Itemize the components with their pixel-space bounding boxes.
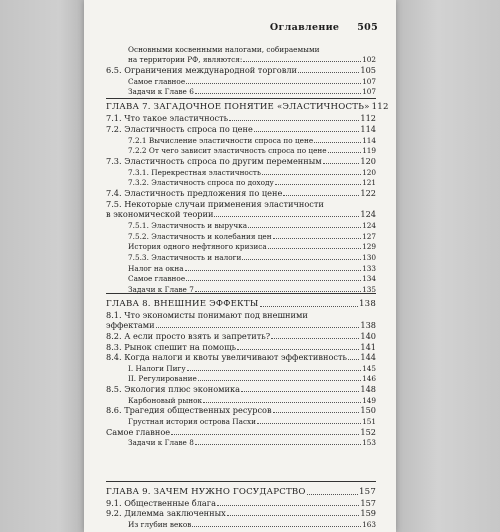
- toc-entry-page: 107: [362, 77, 376, 86]
- dot-leader: [186, 77, 361, 84]
- dot-leader: [268, 242, 361, 249]
- toc-entry-page: 119: [362, 146, 376, 155]
- dot-leader: [198, 374, 361, 381]
- dot-leader: [214, 210, 359, 217]
- toc-entry: [128, 242, 376, 251]
- toc-entry: [128, 520, 376, 529]
- toc-entry: [106, 499, 376, 508]
- facing-page-edge: [0, 0, 84, 532]
- toc-entry-page: 107: [362, 87, 376, 96]
- toc-entry-page: 159: [360, 508, 376, 518]
- toc-entry-title: I. Налоги Пигу: [128, 364, 186, 373]
- toc-entry: [128, 374, 376, 383]
- toc-entry-page: 122: [360, 188, 376, 198]
- dot-leader: [257, 417, 361, 424]
- toc-entry-page: 163: [362, 520, 376, 529]
- dot-leader: [323, 157, 360, 164]
- dot-leader: [298, 66, 359, 73]
- toc-entry-title: Задачи к Главе 8: [128, 438, 194, 447]
- dot-leader: [243, 55, 361, 62]
- toc-entry-title: ГЛАВА 7. ЗАГАДОЧНОЕ ПОНЯТИЕ «ЭЛАСТИЧНОСТЬ»: [106, 102, 370, 112]
- dot-leader: [242, 253, 361, 260]
- toc-entry: [128, 274, 376, 283]
- toc-entry-page: 114: [362, 136, 376, 145]
- toc-entry-title: 7.2.2 От чего зависит эластичность спроса по цене: [128, 146, 327, 155]
- dot-leader: [217, 499, 359, 506]
- toc-entry-page: 148: [360, 384, 376, 394]
- dot-leader: [260, 300, 358, 307]
- dot-leader: [328, 146, 361, 153]
- toc-entry-title: II. Регулирование: [128, 374, 197, 383]
- toc-entry-page: 112: [360, 113, 376, 123]
- toc-entry: [128, 364, 376, 373]
- toc-entry-page: 105: [360, 65, 376, 75]
- section-divider: [106, 293, 376, 294]
- toc-entry-title: Самое главное: [128, 77, 186, 86]
- toc-entry-title: 7.5.1. Эластичность и выручка: [128, 221, 248, 230]
- toc-entry-page: 151: [362, 417, 376, 426]
- toc-entry-title: 7.4. Эластичность предложения по цене: [106, 188, 283, 198]
- toc-entry-title: 7.2. Эластичность спроса по цене: [106, 124, 253, 134]
- dot-leader: [283, 189, 359, 196]
- running-header: [84, 22, 378, 33]
- toc-entry-title: 8.3. Рынок спешит на помощь: [106, 342, 237, 352]
- toc-entry: [106, 488, 376, 497]
- toc-entry-title: 8.1. Что экономисты понимают под внешними: [106, 310, 308, 320]
- dot-leader: [192, 520, 361, 527]
- toc-entry-page: 121: [362, 178, 376, 187]
- toc-entry-title: 7.5.3. Эластичность и налоги: [128, 253, 242, 262]
- toc-entry-page: 124: [362, 221, 376, 230]
- toc-entry-page: 150: [360, 405, 376, 415]
- dot-leader: [186, 274, 361, 281]
- dot-leader: [187, 364, 361, 371]
- toc-entry-page: 157: [360, 498, 376, 508]
- toc-entry-title: ГЛАВА 9. ЗАЧЕМ НУЖНО ГОСУДАРСТВО: [106, 487, 306, 497]
- toc-entry-page: 141: [360, 342, 376, 352]
- dot-leader: [195, 285, 361, 292]
- toc-entry: [128, 264, 376, 273]
- toc-entry-title: Самое главное: [128, 274, 186, 283]
- toc-entry-title: 7.5.2. Эластичность и колебания цен: [128, 232, 272, 241]
- toc-entry-title: 8.4. Когда налоги и квоты увеличивают эффективность: [106, 352, 347, 362]
- toc-entry-page: 152: [360, 427, 376, 437]
- toc-entry: [128, 253, 376, 262]
- toc-entry: [128, 168, 376, 177]
- toc-entry-page: 149: [362, 396, 376, 405]
- dot-leader: [195, 87, 361, 94]
- toc-entry: [106, 428, 376, 437]
- toc-entry-title: Задачи к Главе 7: [128, 285, 194, 294]
- toc-entry: [106, 332, 376, 341]
- toc-entry-title: 9.2. Дилемма заключенных: [106, 508, 226, 518]
- toc-entry-page: 120: [362, 168, 376, 177]
- toc-entry: [106, 321, 376, 330]
- dot-leader: [314, 136, 361, 143]
- dot-leader: [229, 114, 359, 121]
- toc-entry: [106, 343, 376, 352]
- dot-leader: [275, 178, 361, 185]
- toc-entry: [106, 311, 376, 320]
- toc-entry-page: 135: [362, 285, 376, 294]
- toc-entry-title: 8.2. А если просто взять и запретить?: [106, 331, 271, 341]
- toc-entry: [128, 178, 376, 187]
- toc-entry-title: Самое главное: [106, 427, 171, 437]
- dot-leader: [227, 509, 360, 516]
- toc-entry-title: 7.1. Что такое эластичность: [106, 113, 229, 123]
- dot-leader: [185, 264, 361, 271]
- toc-entry-page: 134: [362, 274, 376, 283]
- toc-entry-title: ГЛАВА 8. ВНЕШНИЕ ЭФФЕКТЫ: [106, 299, 259, 309]
- toc-entry: [128, 136, 376, 145]
- toc-entry: [128, 417, 376, 426]
- toc-entry: [128, 232, 376, 241]
- toc-entry: [128, 396, 376, 405]
- dot-leader: [195, 438, 361, 445]
- toc-entry: [106, 66, 376, 75]
- dot-leader: [348, 353, 359, 360]
- dot-leader: [156, 321, 360, 328]
- toc-entry-title: 8.6. Трагедия общественных ресурсов: [106, 405, 272, 415]
- dot-leader: [254, 125, 360, 132]
- toc-entry-page: 114: [360, 124, 376, 134]
- toc-entry-title: История одного нефтяного кризиса: [128, 242, 267, 251]
- toc-entry-title: Основными косвенными налогами, собираемыми: [128, 45, 320, 54]
- toc-entry: [106, 102, 389, 112]
- toc-entry: [106, 509, 376, 518]
- toc-entry: [106, 210, 376, 219]
- dot-leader: [307, 488, 358, 495]
- toc-entry-title: Налог на окна: [128, 264, 184, 273]
- toc-entry: [106, 300, 376, 309]
- section-divider: [106, 98, 376, 99]
- toc-entry: [106, 125, 376, 134]
- toc-entry-page: 102: [362, 55, 376, 64]
- toc-entry-title: на территории РФ, являются:: [128, 55, 243, 64]
- dot-leader: [273, 232, 361, 239]
- toc-entry: [106, 353, 376, 362]
- toc-entry-title: 7.5. Некоторые случаи применения эластичности: [106, 199, 324, 209]
- book-page: [84, 0, 396, 532]
- toc-entry-page: 144: [360, 352, 376, 362]
- dot-leader: [248, 221, 361, 228]
- toc-entry: [106, 385, 376, 394]
- toc-entry-page: 153: [362, 438, 376, 447]
- toc-entry-page: 129: [362, 242, 376, 251]
- toc-entry-page: 130: [362, 253, 376, 262]
- section-divider: [106, 481, 376, 482]
- toc-entry-page: 112: [371, 102, 389, 112]
- toc-entry: [128, 55, 376, 64]
- toc-entry: [106, 406, 376, 415]
- toc-entry-page: 120: [360, 156, 376, 166]
- toc-entry: [106, 157, 376, 166]
- toc-entry-title: 8.5. Экология плюс экономика: [106, 384, 240, 394]
- toc-entry-title: 6.5. Ограничения международной торговли: [106, 65, 297, 75]
- toc-entry-title: 9.1. Общественные блага: [106, 498, 216, 508]
- toc-entry: [106, 114, 376, 123]
- header-page-number: 505: [357, 22, 378, 33]
- toc-entry: [128, 45, 376, 54]
- toc-entry-page: 124: [360, 209, 376, 219]
- book-edge: [396, 0, 500, 532]
- toc-entry: [128, 221, 376, 230]
- dot-leader: [237, 343, 359, 350]
- toc-entry-title: Задачи к Главе 6: [128, 87, 194, 96]
- toc-entry-page: 145: [362, 364, 376, 373]
- toc-entry-title: 7.3.2. Эластичность спроса по доходу: [128, 178, 274, 187]
- toc-entry-title: Карбоновый рынок: [128, 396, 203, 405]
- toc-entry: [128, 87, 376, 96]
- toc-entry: [128, 77, 376, 86]
- toc-entry-page: 127: [362, 232, 376, 241]
- header-title: Оглавление: [269, 22, 340, 33]
- toc-entry: [128, 146, 376, 155]
- toc-entry-title: Из глубин веков: [128, 520, 192, 529]
- toc-entry-title: эффектами: [106, 320, 155, 330]
- toc-entry-page: 140: [360, 331, 376, 341]
- toc-entry-title: 7.2.1 Вычисление эластичности спроса по цене: [128, 136, 314, 145]
- dot-leader: [241, 385, 359, 392]
- dot-leader: [271, 332, 359, 339]
- toc-entry-title: 7.3.1. Перекрестная эластичность: [128, 168, 261, 177]
- toc-entry: [106, 200, 376, 209]
- toc-entry-title: 7.3. Эластичность спроса по другим переменным: [106, 156, 322, 166]
- dot-leader: [262, 168, 361, 175]
- toc-entry-page: 146: [362, 374, 376, 383]
- toc-entry: [106, 189, 376, 198]
- toc-entry-page: 157: [358, 487, 376, 497]
- toc-entry: [128, 438, 376, 447]
- dot-leader: [171, 428, 359, 435]
- dot-leader: [203, 396, 361, 403]
- toc-entry-page: 138: [358, 299, 376, 309]
- toc-entry-page: 138: [360, 320, 376, 330]
- toc-entry-title: в экономической теории: [106, 209, 214, 219]
- toc-entry-page: 133: [362, 264, 376, 273]
- toc-entry-title: Грустная история острова Пасхи: [128, 417, 257, 426]
- dot-leader: [273, 406, 360, 413]
